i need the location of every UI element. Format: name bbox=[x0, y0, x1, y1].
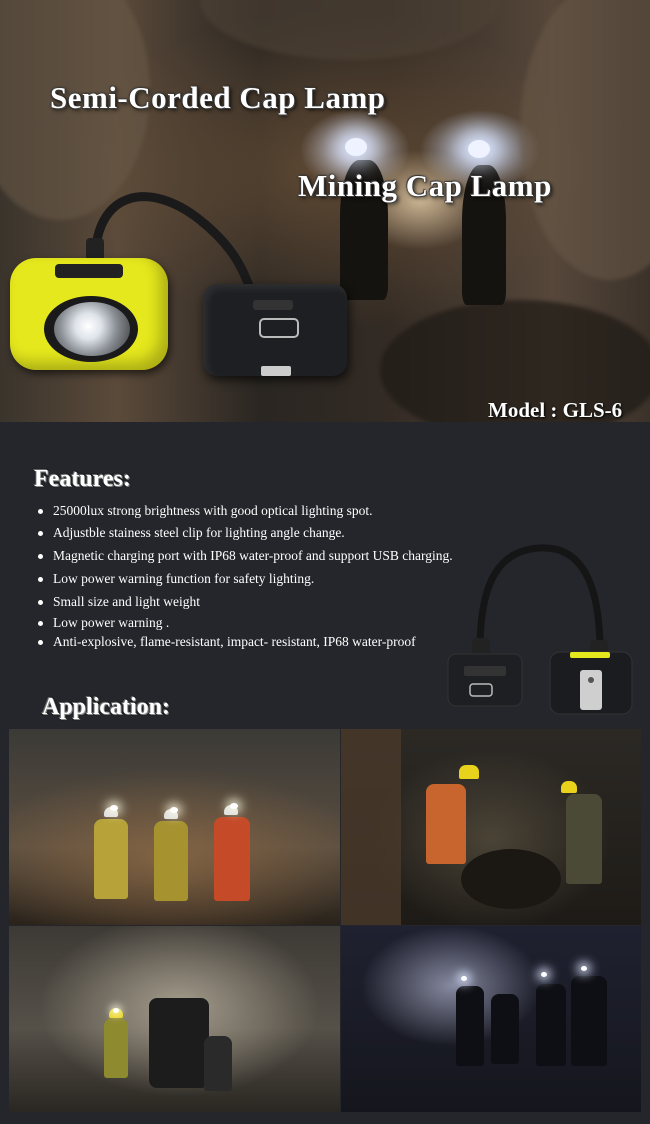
feature-item: Low power warning . bbox=[38, 615, 169, 631]
hero-title-line1: Semi-Corded Cap Lamp bbox=[50, 80, 386, 115]
bullet-icon bbox=[38, 531, 43, 536]
feature-item: Low power warning function for safety lighting. bbox=[38, 571, 314, 587]
feature-item: Small size and light weight bbox=[38, 594, 200, 610]
application-photo-tunnel-vehicle bbox=[9, 926, 340, 1112]
bullet-icon bbox=[38, 600, 43, 605]
application-heading: Application: bbox=[42, 694, 171, 720]
bullet-icon bbox=[38, 554, 43, 559]
cap-lamp-head-image bbox=[10, 258, 168, 370]
hero-title-line2: Mining Cap Lamp bbox=[298, 168, 552, 203]
product-back-view-image bbox=[440, 540, 640, 720]
bullet-icon bbox=[38, 640, 43, 645]
feature-item: Anti-explosive, flame-resistant, impact- resistant, IP68 water-proof bbox=[38, 634, 416, 650]
feature-item: 25000lux strong brightness with good optical lighting spot. bbox=[38, 503, 373, 519]
bullet-icon bbox=[38, 621, 43, 626]
hero-banner bbox=[0, 0, 650, 422]
bullet-icon bbox=[38, 577, 43, 582]
battery-pack-image bbox=[203, 284, 347, 376]
application-photo-miners-shoveling bbox=[341, 729, 641, 925]
model-label: Model : GLS-6 bbox=[488, 398, 623, 422]
application-photo-night-miners bbox=[341, 926, 641, 1112]
feature-item: Magnetic charging port with IP68 water-proof and support USB charging. bbox=[38, 548, 453, 564]
application-photo-miners-walking bbox=[9, 729, 340, 925]
feature-item: Adjustble stainess steel clip for lighting angle change. bbox=[38, 525, 345, 541]
features-heading: Features: bbox=[34, 466, 131, 492]
bullet-icon bbox=[38, 509, 43, 514]
